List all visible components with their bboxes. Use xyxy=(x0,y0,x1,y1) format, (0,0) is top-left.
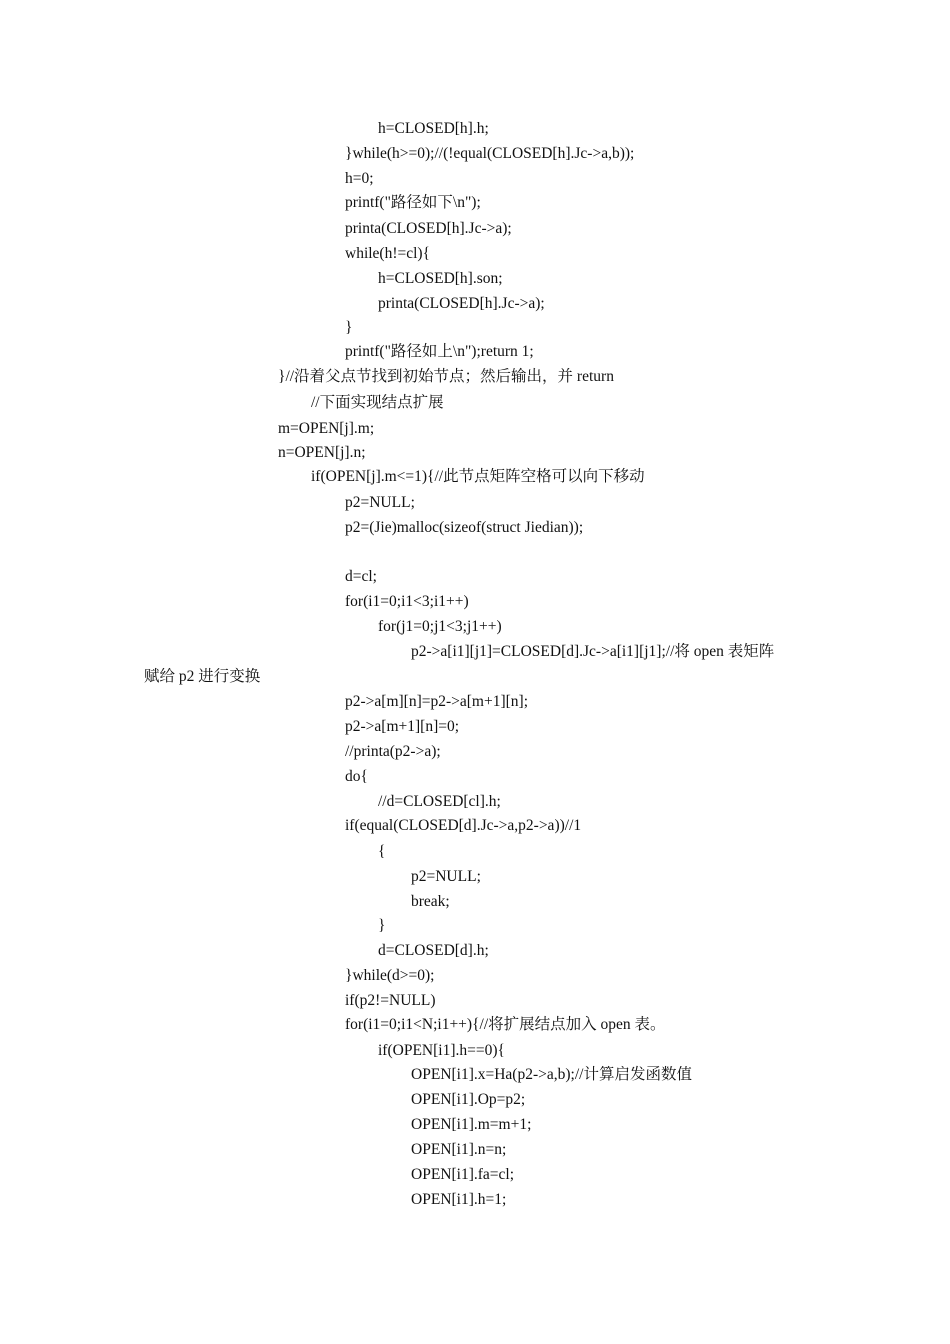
code-line: for(i1=0;i1<3;i1++) xyxy=(345,593,469,610)
code-line: p2->a[m][n]=p2->a[m+1][n]; xyxy=(345,693,529,710)
code-line: h=CLOSED[h].h; xyxy=(378,120,489,137)
code-line: while(h!=cl){ xyxy=(345,245,431,262)
code-line: for(j1=0;j1<3;j1++) xyxy=(378,618,502,635)
code-line: n=OPEN[j].n; xyxy=(278,444,366,461)
code-line: OPEN[i1].fa=cl; xyxy=(411,1166,515,1183)
code-line: h=0; xyxy=(345,170,374,187)
code-line: if(OPEN[j].m<=1){//此节点矩阵空格可以向下移动 xyxy=(311,468,645,485)
code-line: 赋给 p2 进行变换 xyxy=(144,668,261,685)
code-line: p2->a[m+1][n]=0; xyxy=(345,718,460,735)
code-line: OPEN[i1].Op=p2; xyxy=(411,1091,526,1108)
code-line: OPEN[i1].h=1; xyxy=(411,1191,507,1208)
code-line: OPEN[i1].x=Ha(p2->a,b);//计算启发函数值 xyxy=(411,1066,692,1083)
code-line: m=OPEN[j].m; xyxy=(278,420,375,437)
code-line: if(p2!=NULL) xyxy=(345,992,436,1009)
code-line: printf("路径如上\n");return 1; xyxy=(345,343,534,360)
code-line: //printa(p2->a); xyxy=(345,743,441,760)
code-line: //下面实现结点扩展 xyxy=(311,394,444,411)
code-line: printa(CLOSED[h].Jc->a); xyxy=(378,295,545,312)
code-line: //d=CLOSED[cl].h; xyxy=(378,793,501,810)
code-line: if(OPEN[i1].h==0){ xyxy=(378,1042,505,1059)
code-line: do{ xyxy=(345,768,368,785)
code-line: }//沿着父点节找到初始节点；然后输出，并 return xyxy=(278,368,614,385)
code-line: if(equal(CLOSED[d].Jc->a,p2->a))//1 xyxy=(345,817,582,834)
code-line: printa(CLOSED[h].Jc->a); xyxy=(345,220,512,237)
code-line: for(i1=0;i1<N;i1++){//将扩展结点加入 open 表。 xyxy=(345,1016,666,1033)
code-line: d=cl; xyxy=(345,568,377,585)
code-line: h=CLOSED[h].son; xyxy=(378,270,503,287)
code-line: OPEN[i1].m=m+1; xyxy=(411,1116,532,1133)
code-line: p2=(Jie)malloc(sizeof(struct Jiedian)); xyxy=(345,519,584,536)
code-line: }while(h>=0);//(!equal(CLOSED[h].Jc->a,b)); xyxy=(345,145,635,162)
code-line: printf("路径如下\n"); xyxy=(345,194,481,211)
code-line: }while(d>=0); xyxy=(345,967,435,984)
code-line: } xyxy=(345,319,353,336)
code-line: OPEN[i1].n=n; xyxy=(411,1141,507,1158)
code-line: d=CLOSED[d].h; xyxy=(378,942,489,959)
code-line: { xyxy=(378,843,386,860)
code-line: p2=NULL; xyxy=(345,494,415,511)
code-line: } xyxy=(378,917,386,934)
code-line: break; xyxy=(411,893,450,910)
code-line: p2=NULL; xyxy=(411,868,481,885)
code-line: p2->a[i1][j1]=CLOSED[d].Jc->a[i1][j1];//将 open 表矩阵 xyxy=(411,643,775,660)
